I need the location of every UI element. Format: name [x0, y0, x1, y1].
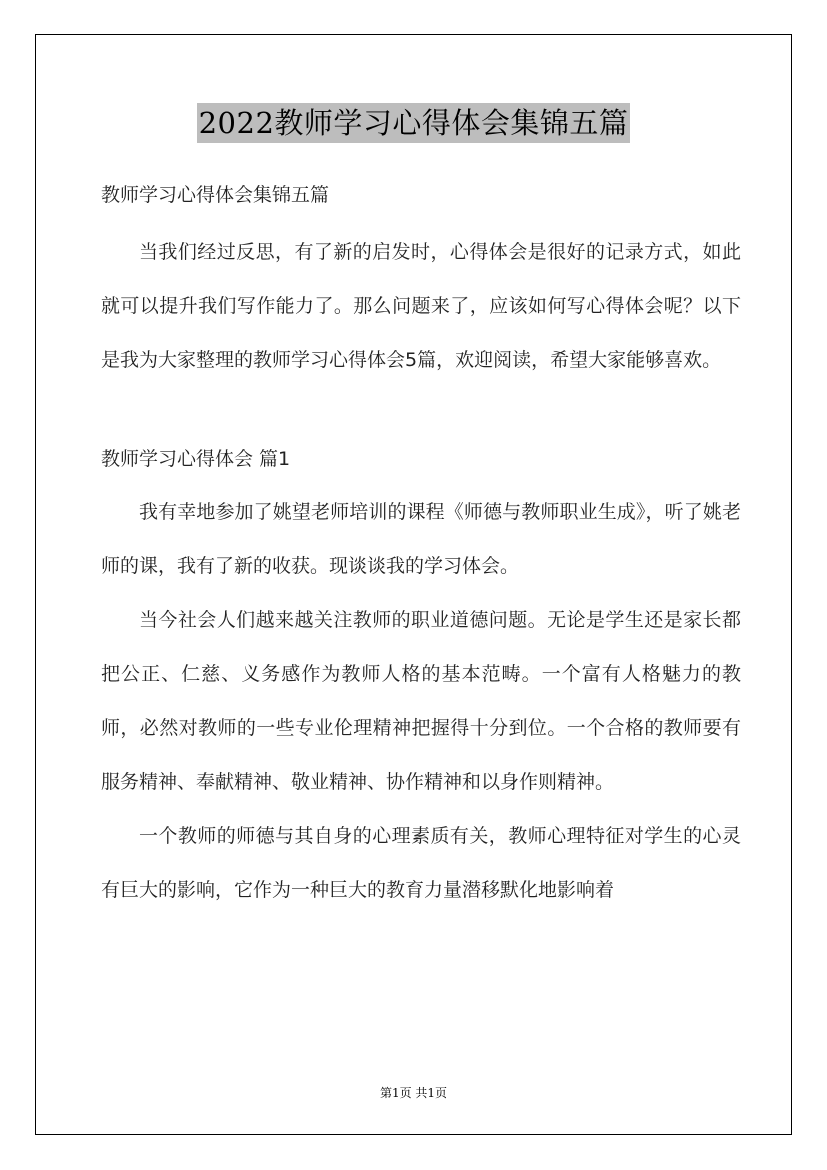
- intro-paragraph: 当我们经过反思，有了新的启发时，心得体会是很好的记录方式，如此就可以提升我们写作能力了。那么问题来了，应该如何写心得体会呢？以下是我为大家整理的教师学习心得体会5篇，欢迎阅读，希望大家能够喜欢。: [101, 241, 741, 371]
- document-body: [101, 177, 741, 917]
- page-number-label: 第1页 共1页: [379, 1086, 448, 1100]
- document-subtitle: 教师学习心得体会集锦五篇: [101, 184, 330, 206]
- page-footer: [0, 1084, 827, 1101]
- paragraph: 我有幸地参加了姚望老师培训的课程《师德与教师职业生成》，听了姚老师的课，我有了新的收获。现谈谈我的学习体会。: [101, 501, 741, 577]
- document-title: 2022教师学习心得体会集锦五篇: [197, 103, 631, 143]
- title-container: [0, 103, 827, 143]
- section-heading: 教师学习心得体会 篇1: [101, 448, 291, 470]
- paragraph: 一个教师的师德与其自身的心理素质有关，教师心理特征对学生的心灵有巨大的影响，它作为一种巨大的教育力量潜移默化地影响着: [101, 825, 741, 901]
- paragraph: 当今社会人们越来越关注教师的职业道德问题。无论是学生还是家长都把公正、仁慈、义务感作为教师人格的基本范畴。一个富有人格魅力的教师，必然对教师的一些专业伦理精神把握得十分到位。一个合格的教师要有服务精神、奉献精神、敬业精神、协作精神和以身作则精神。: [101, 609, 741, 793]
